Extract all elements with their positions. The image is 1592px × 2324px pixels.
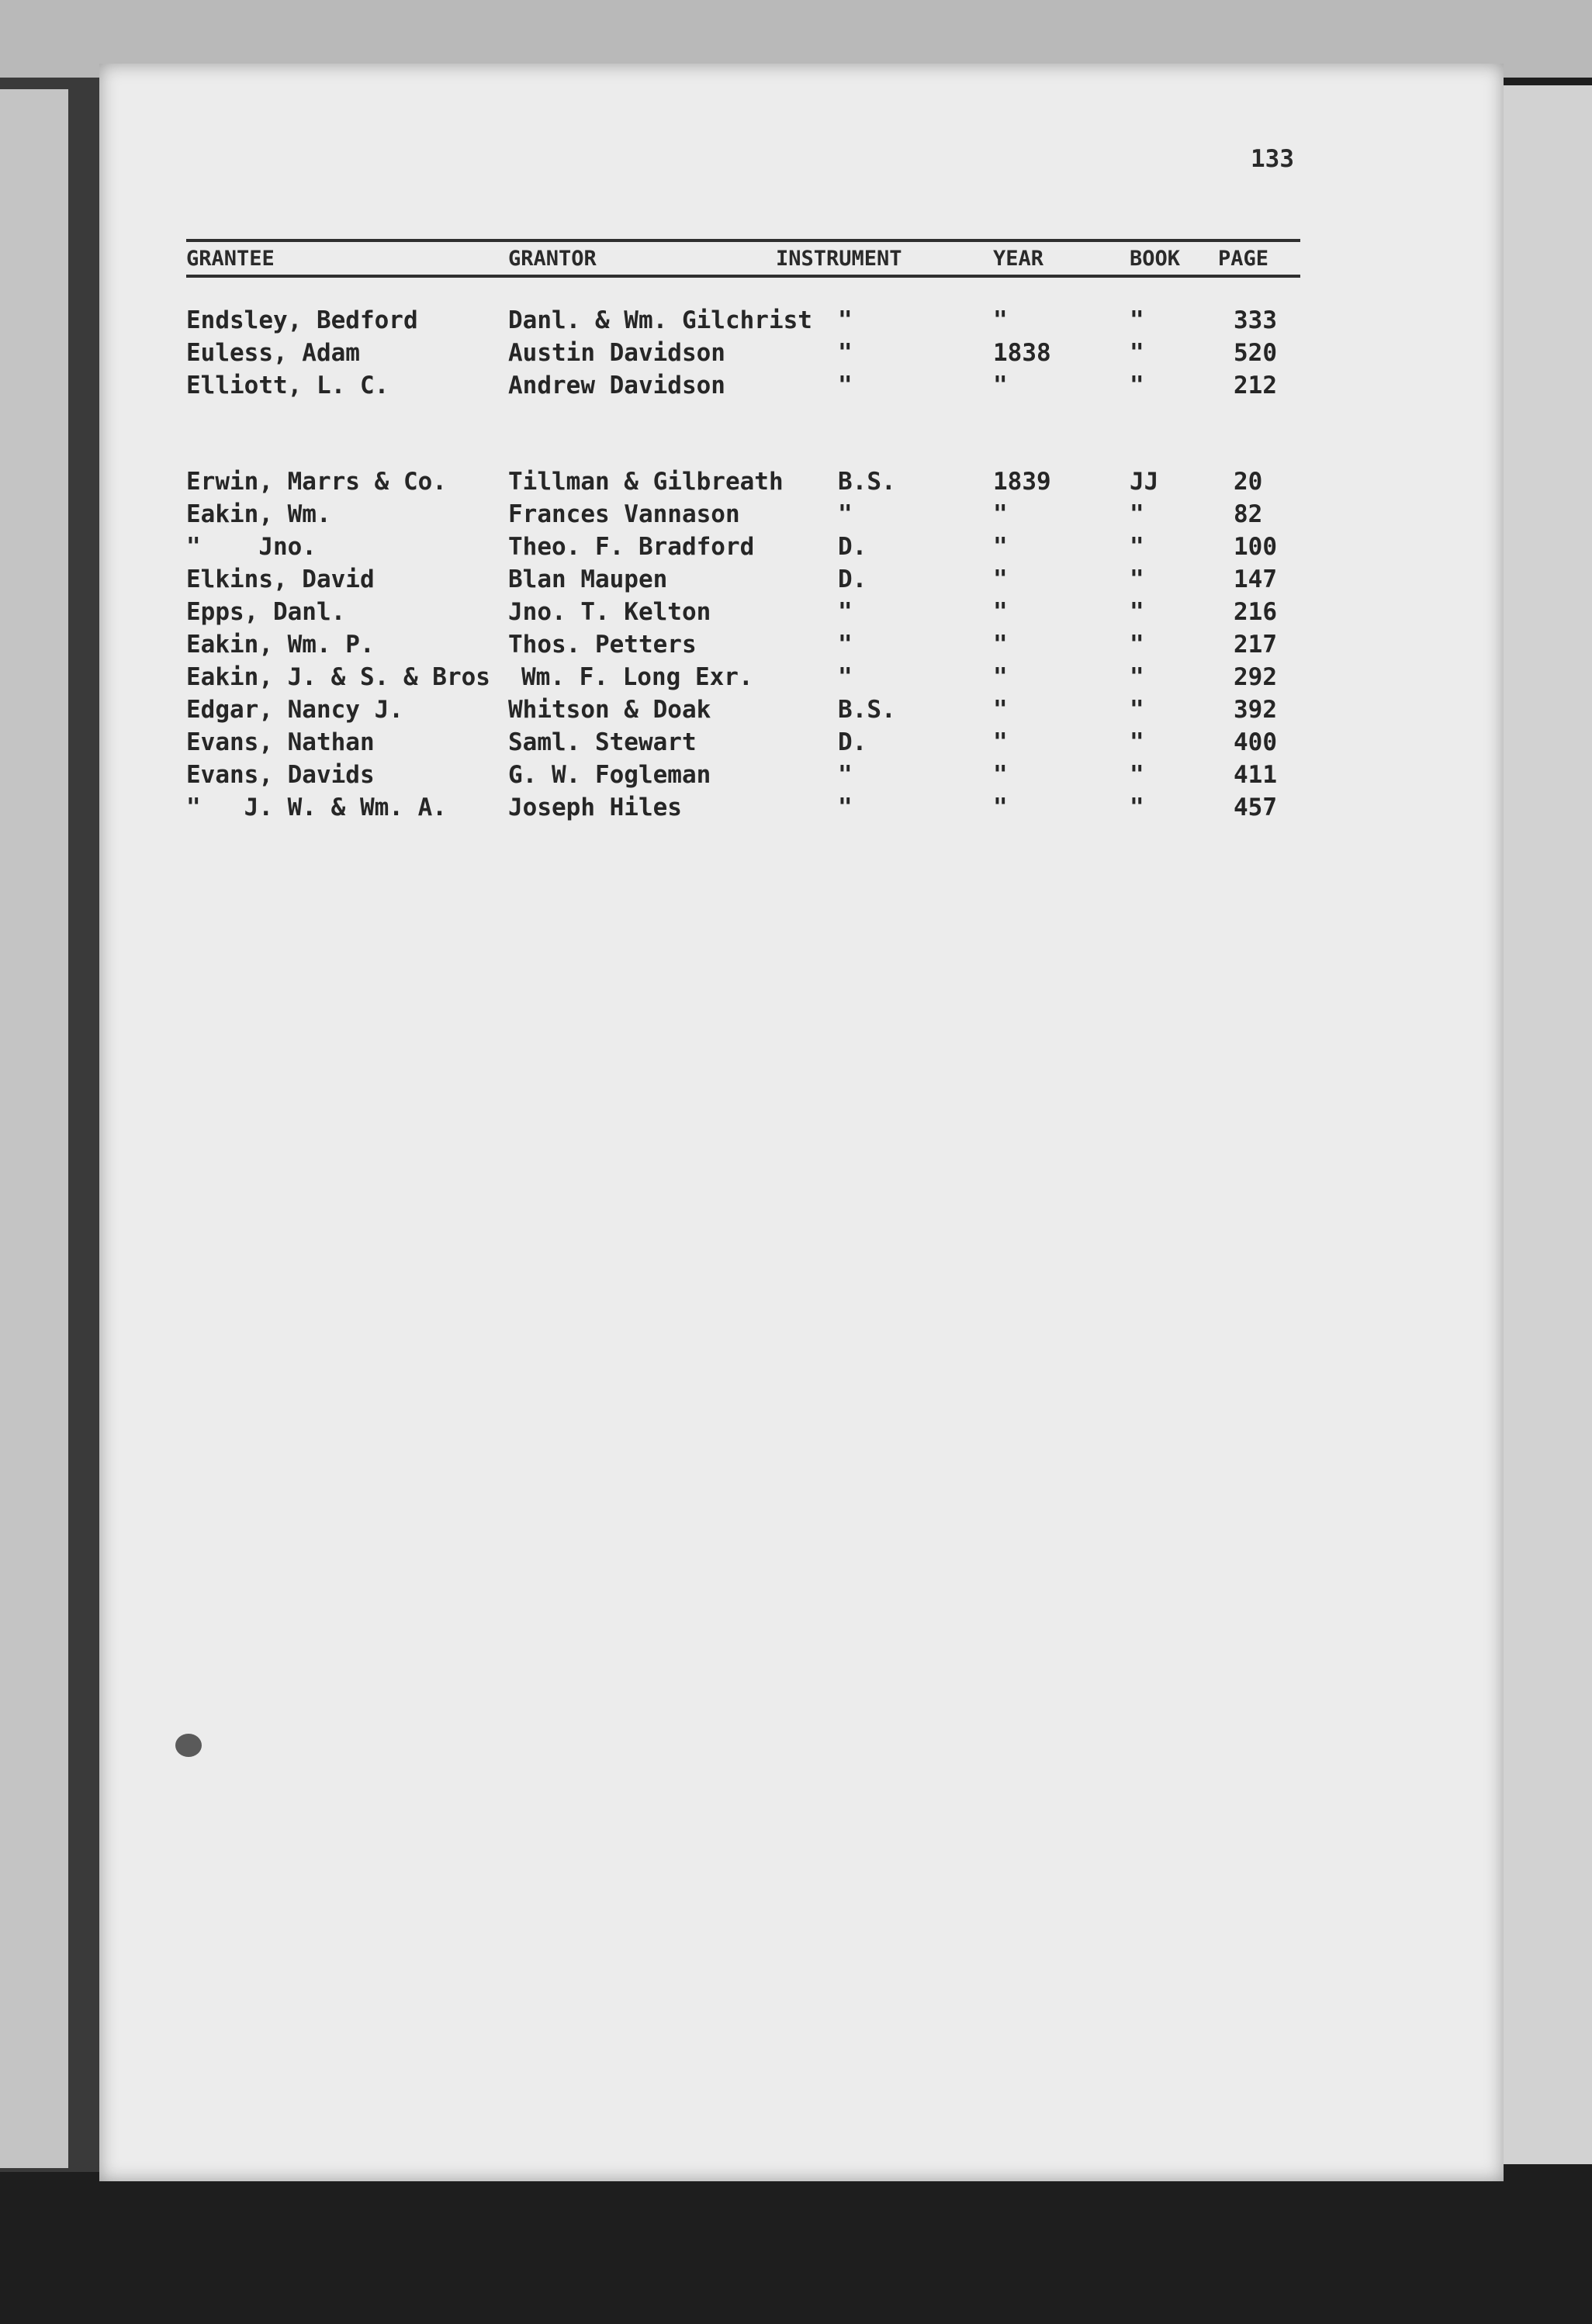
- cell-book: ": [1130, 339, 1144, 367]
- table-header: [186, 239, 1300, 278]
- cell-grantee: Epps, Danl.: [186, 598, 346, 626]
- cell-instrument: D.: [838, 533, 867, 561]
- cell-grantor: Frances Vannason: [508, 500, 740, 528]
- cell-instrument: ": [838, 794, 853, 821]
- cell-page: 520: [1234, 339, 1277, 367]
- cell-grantee: Eakin, Wm. P.: [186, 631, 375, 659]
- cell-year: ": [993, 533, 1008, 561]
- cell-instrument: ": [838, 761, 853, 789]
- cell-page: 292: [1234, 663, 1277, 691]
- cell-page: 20: [1234, 468, 1263, 496]
- cell-grantor: Blan Maupen: [508, 565, 668, 593]
- cell-year: ": [993, 728, 1008, 756]
- table-row: [0, 565, 1396, 598]
- cell-instrument: ": [838, 663, 853, 691]
- cell-book: ": [1130, 631, 1144, 659]
- table-row: [0, 533, 1396, 565]
- cell-grantor: Tillman & Gilbreath: [508, 468, 784, 496]
- cell-book: ": [1130, 728, 1144, 756]
- cell-grantor: G. W. Fogleman: [508, 761, 711, 789]
- cell-grantee: " J. W. & Wm. A.: [186, 794, 447, 821]
- cell-grantor: Theo. F. Bradford: [508, 533, 755, 561]
- cell-page: 82: [1234, 500, 1263, 528]
- table-row: [0, 598, 1396, 631]
- cell-page: 333: [1234, 306, 1277, 334]
- cell-grantee: " Jno.: [186, 533, 317, 561]
- cell-grantor: Jno. T. Kelton: [508, 598, 711, 626]
- cell-year: 1839: [993, 468, 1051, 496]
- header-grantor: GRANTOR: [508, 247, 597, 271]
- header-grantee: GRANTEE: [186, 247, 275, 271]
- cell-grantee: Eakin, Wm.: [186, 500, 331, 528]
- cell-grantor: Saml. Stewart: [508, 728, 697, 756]
- table-row: [0, 663, 1396, 696]
- cell-instrument: ": [838, 339, 853, 367]
- cell-instrument: B.S.: [838, 696, 896, 724]
- cell-instrument: D.: [838, 565, 867, 593]
- table-row: [0, 306, 1396, 339]
- cell-book: ": [1130, 794, 1144, 821]
- cell-book: ": [1130, 696, 1144, 724]
- page-number: 133: [1251, 145, 1294, 173]
- cell-year: ": [993, 794, 1008, 821]
- cell-grantee: Elkins, David: [186, 565, 375, 593]
- cell-year: ": [993, 500, 1008, 528]
- cell-book: ": [1130, 306, 1144, 334]
- cell-instrument: ": [838, 500, 853, 528]
- cell-book: ": [1130, 598, 1144, 626]
- header-book: BOOK: [1130, 247, 1181, 271]
- cell-grantor: Andrew Davidson: [508, 372, 725, 399]
- cell-page: 212: [1234, 372, 1277, 399]
- cell-year: ": [993, 761, 1008, 789]
- cell-year: ": [993, 372, 1008, 399]
- table-row: [0, 372, 1396, 404]
- cell-grantor: Joseph Hiles: [508, 794, 682, 821]
- cell-instrument: ": [838, 372, 853, 399]
- ink-smudge: [175, 1734, 202, 1757]
- table-row: [0, 500, 1396, 533]
- cell-page: 217: [1234, 631, 1277, 659]
- cell-page: 457: [1234, 794, 1277, 821]
- cell-grantee: Erwin, Marrs & Co.: [186, 468, 447, 496]
- cell-book: ": [1130, 372, 1144, 399]
- cell-book: ": [1130, 761, 1144, 789]
- cell-book: ": [1130, 565, 1144, 593]
- cell-instrument: ": [838, 306, 853, 334]
- table-row: [0, 631, 1396, 663]
- header-page: PAGE: [1218, 247, 1269, 271]
- cell-book: ": [1130, 500, 1144, 528]
- header-instrument: INSTRUMENT: [776, 247, 902, 271]
- cell-page: 216: [1234, 598, 1277, 626]
- cell-grantor: Whitson & Doak: [508, 696, 711, 724]
- cell-page: 392: [1234, 696, 1277, 724]
- cell-grantor: Thos. Petters: [508, 631, 697, 659]
- cell-instrument: B.S.: [838, 468, 896, 496]
- cell-book: ": [1130, 533, 1144, 561]
- table-row: [0, 696, 1396, 728]
- cell-grantor: Danl. & Wm. Gilchrist: [508, 306, 812, 334]
- cell-instrument: D.: [838, 728, 867, 756]
- cell-grantee: Endsley, Bedford: [186, 306, 418, 334]
- cell-grantee: Elliott, L. C.: [186, 372, 389, 399]
- table-row: [0, 339, 1396, 372]
- cell-year: ": [993, 565, 1008, 593]
- cell-year: ": [993, 598, 1008, 626]
- cell-grantee: Evans, Nathan: [186, 728, 375, 756]
- cell-grantor: Wm. F. Long Exr.: [521, 663, 753, 691]
- cell-page: 100: [1234, 533, 1277, 561]
- cell-book: ": [1130, 663, 1144, 691]
- cell-page: 411: [1234, 761, 1277, 789]
- cell-year: 1838: [993, 339, 1051, 367]
- cell-year: ": [993, 696, 1008, 724]
- cell-grantee: Evans, Davids: [186, 761, 375, 789]
- cell-year: ": [993, 631, 1008, 659]
- cell-page: 400: [1234, 728, 1277, 756]
- cell-book: JJ: [1130, 468, 1159, 496]
- cell-grantor: Austin Davidson: [508, 339, 725, 367]
- cell-grantee: Edgar, Nancy J.: [186, 696, 403, 724]
- table-row: [0, 728, 1396, 761]
- cell-page: 147: [1234, 565, 1277, 593]
- table-row: [0, 794, 1396, 826]
- table-row: [0, 468, 1396, 500]
- cell-instrument: ": [838, 631, 853, 659]
- cell-grantee: Euless, Adam: [186, 339, 360, 367]
- header-year: YEAR: [993, 247, 1044, 271]
- cell-year: ": [993, 663, 1008, 691]
- cell-grantee: Eakin, J. & S. & Bros: [186, 663, 490, 691]
- cell-year: ": [993, 306, 1008, 334]
- cell-instrument: ": [838, 598, 853, 626]
- table-row: [0, 761, 1396, 794]
